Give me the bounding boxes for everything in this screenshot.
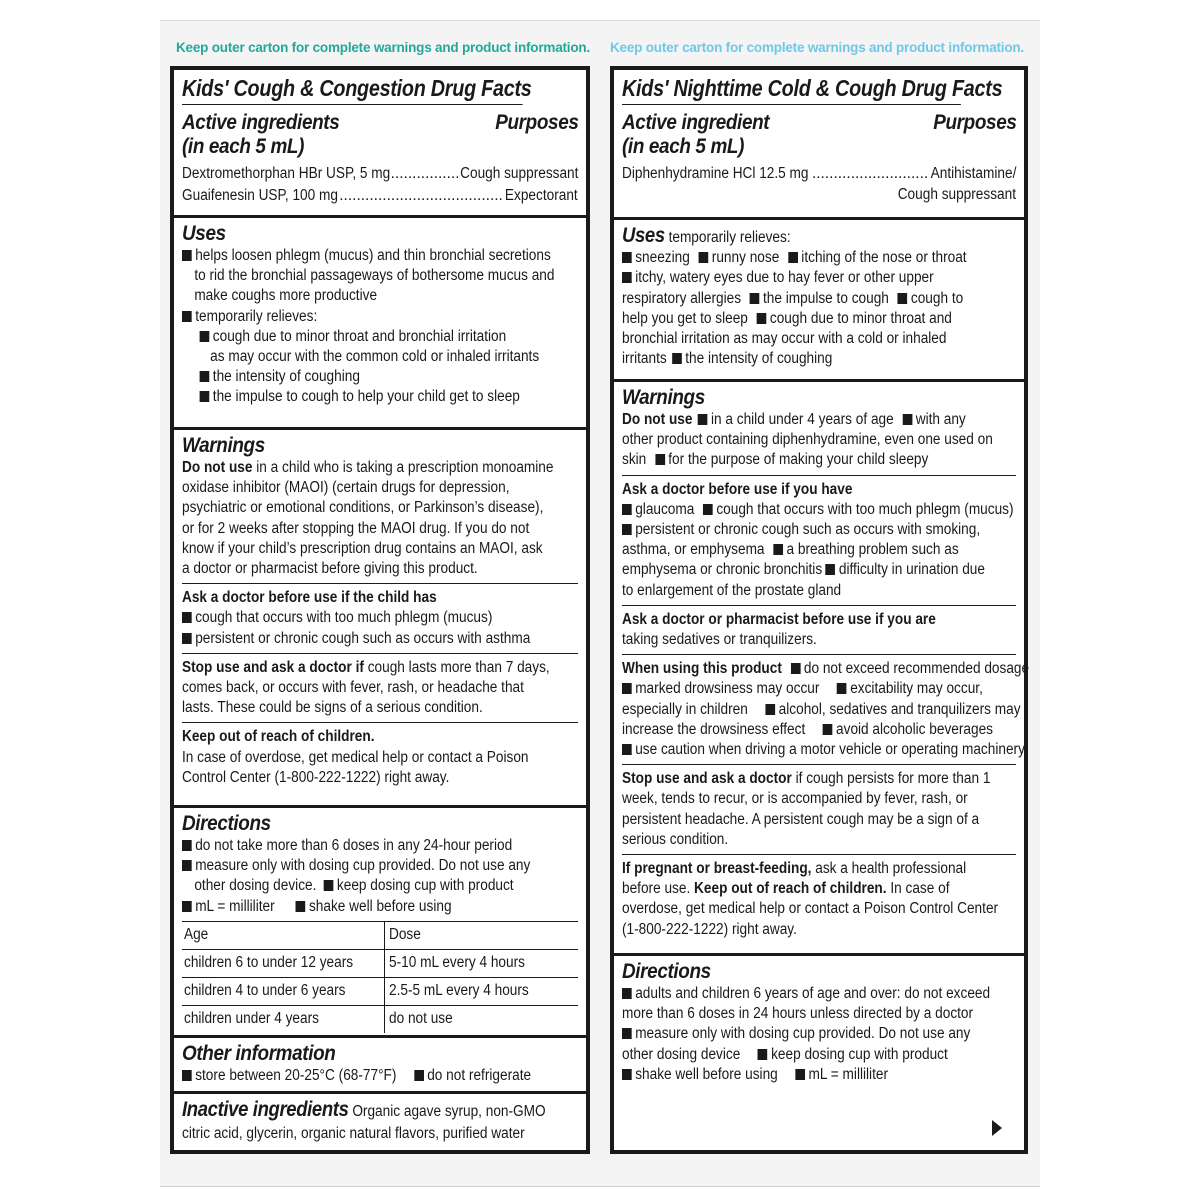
active-ingredients-heading: Active ingredients xyxy=(182,111,340,134)
table-header-row: Age Dose xyxy=(182,921,578,949)
stop-use-subsection: Stop use and ask a doctor if cough lasts more than 7 days, comes back, or occurs with fever, rash, or headache that lasts. These could be signs of a serious condition. xyxy=(182,653,578,719)
stop-use-subsection: Stop use and ask a doctor if cough persists for more than 1 week, tends to recur, or is accompanied by fever, rash, or persistent headache. A persistent cough may be a sign of a serious condition. xyxy=(622,764,1016,850)
inactive-ingredients-heading: Inactive ingredients xyxy=(182,1098,349,1121)
ask-doctor-subsection: Ask a doctor before use if you have glaucoma cough that occurs with too much phlegm (mucus) persistent or chronic cough such as occurs with smoking, asthma, or emphysema a breathing problem such as emphysema or chronic bronchitis difficulty in urination due to enlargement of the prostate gland xyxy=(622,475,1016,601)
directions-heading: Directions xyxy=(182,812,271,835)
active-ingredient-heading: Active ingredient xyxy=(622,111,770,134)
warnings-heading: Warnings xyxy=(182,434,265,457)
active-ingredient-section: Kids' Nighttime Cold & Cough Drug Facts Active ingredient (in each 5 mL) Purposes Diphenhydramine HCl 12.5 mg ..... Antihistamine/ Cough suppressant xyxy=(614,70,1024,220)
uses-heading: Uses xyxy=(622,224,665,247)
uses-section: Uses helps loosen phlegm (mucus) and thin bronchial secretions to rid the bronchial passageways of bothersome mucus and make coughs more productive temporarily relieves: cough due to minor throat and bronchial irritation as may occur with the common cold or inhaled irritants the intensity of coughing the impulse to cough to help your child get to sleep xyxy=(174,218,586,430)
keep-out-of-reach-subsection: Keep out of reach of children. In case of overdose, get medical help or contact a Poison Control Center (1-800-222-1222) right away. xyxy=(182,722,578,788)
purposes-heading: Purposes xyxy=(494,111,578,134)
active-ingredients-subheading: (in each 5 mL) xyxy=(182,135,305,158)
carton-notice-left: Keep outer carton for complete warnings and product information. xyxy=(176,40,590,55)
directions-section: Directions do not take more than 6 doses in any 24-hour period measure only with dosing cup provided. Do not use any other dosing device. keep dosing cup with product mL = milliliter shake well before using Age Dose children 6 to under 12 years 5-10 mL every 4 hours children 4 to under 6 years 2.5-5 mL every 4 hours children under 4 years do not use xyxy=(174,808,586,1038)
warnings-section: Warnings Do not use in a child under 4 years of age with any other product containing diphenhydramine, even one used on skin for the purpose of making your child sleepy Ask a doctor before use if you have glaucoma cough that occurs with too much phlegm (mucus) persistent or chronic cough such as occurs with smoking, asthma, or emphysema a breathing problem such as emphysema or chronic bronchitis difficulty in urination due to enlargement of the prostate gland Ask a doctor or pharmacist before use if you are taking sedatives or tranquilizers. When using this product do not exceed recommended dosage marked drowsiness may occur excitability may occur, especially in children alcohol, sedatives and tranquilizers may increase the drowsiness effect avoid alcoholic beverages use caution when driving a motor vehicle or operating machinery Stop use and ask a doctor if cough persists for more than 1 week, tends to recur, or is accompanied by fever, rash, or persistent headache. A persistent cough may be a sign of a serious condition. If pregnant or breast-feeding, ask a health professional before use. Keep out of reach of children. In case of overdose, get medical help or contact a Poison Control Center (1-800-222-1222) right away. xyxy=(614,382,1024,956)
uses-heading: Uses xyxy=(182,222,226,245)
table-row: children 4 to under 6 years 2.5-5 mL every 4 hours xyxy=(182,977,578,1005)
panel-title: Kids' Nighttime Cold & Cough Drug Facts xyxy=(622,74,961,105)
table-row: children under 4 years do not use xyxy=(182,1005,578,1033)
inactive-ingredients-section: Inactive ingredients Organic agave syrup, non-GMO citric acid, glycerin, organic natural flavors, purified water xyxy=(182,1098,546,1142)
uses-section: Uses temporarily relieves: sneezing runny nose itching of the nose or throat itchy, watery eyes due to hay fever or other upper respiratory allergies the impulse to cough cough to help you get to sleep cough due to minor throat and bronchial irritation as may occur with a cold or inhaled irritants the intensity of coughing xyxy=(614,220,1024,382)
directions-heading: Directions xyxy=(622,960,711,983)
panel-title: Kids' Cough & Congestion Drug Facts xyxy=(182,74,523,105)
ingredient-row: Diphenhydramine HCl 12.5 mg ..... Antihistamine/ xyxy=(622,163,1016,185)
ask-doctor-pharmacist-subsection: Ask a doctor or pharmacist before use if you are taking sedatives or tranquilizers. xyxy=(622,605,1016,650)
continue-arrow-icon xyxy=(992,1120,1002,1136)
other-information-heading: Other information xyxy=(182,1042,336,1065)
table-row: children 6 to under 12 years 5-10 mL every 4 hours xyxy=(182,949,578,977)
dosing-table xyxy=(182,921,578,1033)
warnings-section: Warnings Do not use in a child who is taking a prescription monoamine oxidase inhibitor (MAOI) (certain drugs for depression, psychiatric or emotional conditions, or Parkinson’s disease), or for 2 weeks after stopping the MAOI drug. If you do not know if your child’s prescription drug contains an MAOI, ask a doctor or pharmacist before giving this product. Ask a doctor before use if the child has cough that occurs with too much phlegm (mucus) persistent or chronic cough such as occurs with asthma Stop use and ask a doctor if cough lasts more than 7 days, comes back, or occurs with fever, rash, or headache that lasts. These could be signs of a serious condition. Keep out of reach of children. In case of overdose, get medical help or contact a Poison Control Center (1-800-222-1222) right away. xyxy=(174,430,586,808)
active-ingredients-section xyxy=(174,70,586,218)
carton-notice-right: Keep outer carton for complete warnings and product information. xyxy=(610,40,1024,55)
pregnancy-subsection: If pregnant or breast-feeding, ask a health professional before use. Keep out of reach of children. In case of overdose, get medical help or contact a Poison Control Center (1-800-222-1222) right away. xyxy=(622,854,1016,940)
drug-facts-panel-nighttime-cold-cough xyxy=(610,66,1028,1154)
when-using-subsection: When using this product do not exceed recommended dosage marked drowsiness may occur excitability may occur, especially in children alcohol, sedatives and tranquilizers may increase the drowsiness effect avoid alcoholic beverages use caution when driving a motor vehicle or operating machinery xyxy=(622,654,1016,760)
other-information-section: Other information store between 20-25°C (68-77°F) do not refrigerate xyxy=(174,1038,586,1094)
drug-facts-panel-cough-congestion xyxy=(170,66,590,1154)
purposes-heading: Purposes xyxy=(932,111,1016,134)
warnings-heading: Warnings xyxy=(622,386,705,409)
ingredient-row: Dextromethorphan HBr USP, 5 mg ..... Cough suppressant xyxy=(182,163,578,185)
ingredient-row: Guaifenesin USP, 100 mg ..... Expectorant xyxy=(182,185,578,207)
active-ingredient-subheading: (in each 5 mL) xyxy=(622,135,745,158)
directions-section: Directions adults and children 6 years of age and over: do not exceed more than 6 doses in 24 hours unless directed by a doctor measure only with dosing cup provided. Do not use any other dosing device keep dosing cup with product shake well before using mL = milliliter xyxy=(622,960,991,1083)
ask-doctor-subsection: Ask a doctor before use if the child has cough that occurs with too much phlegm (mucus) persistent or chronic cough such as occurs with asthma xyxy=(182,583,578,649)
